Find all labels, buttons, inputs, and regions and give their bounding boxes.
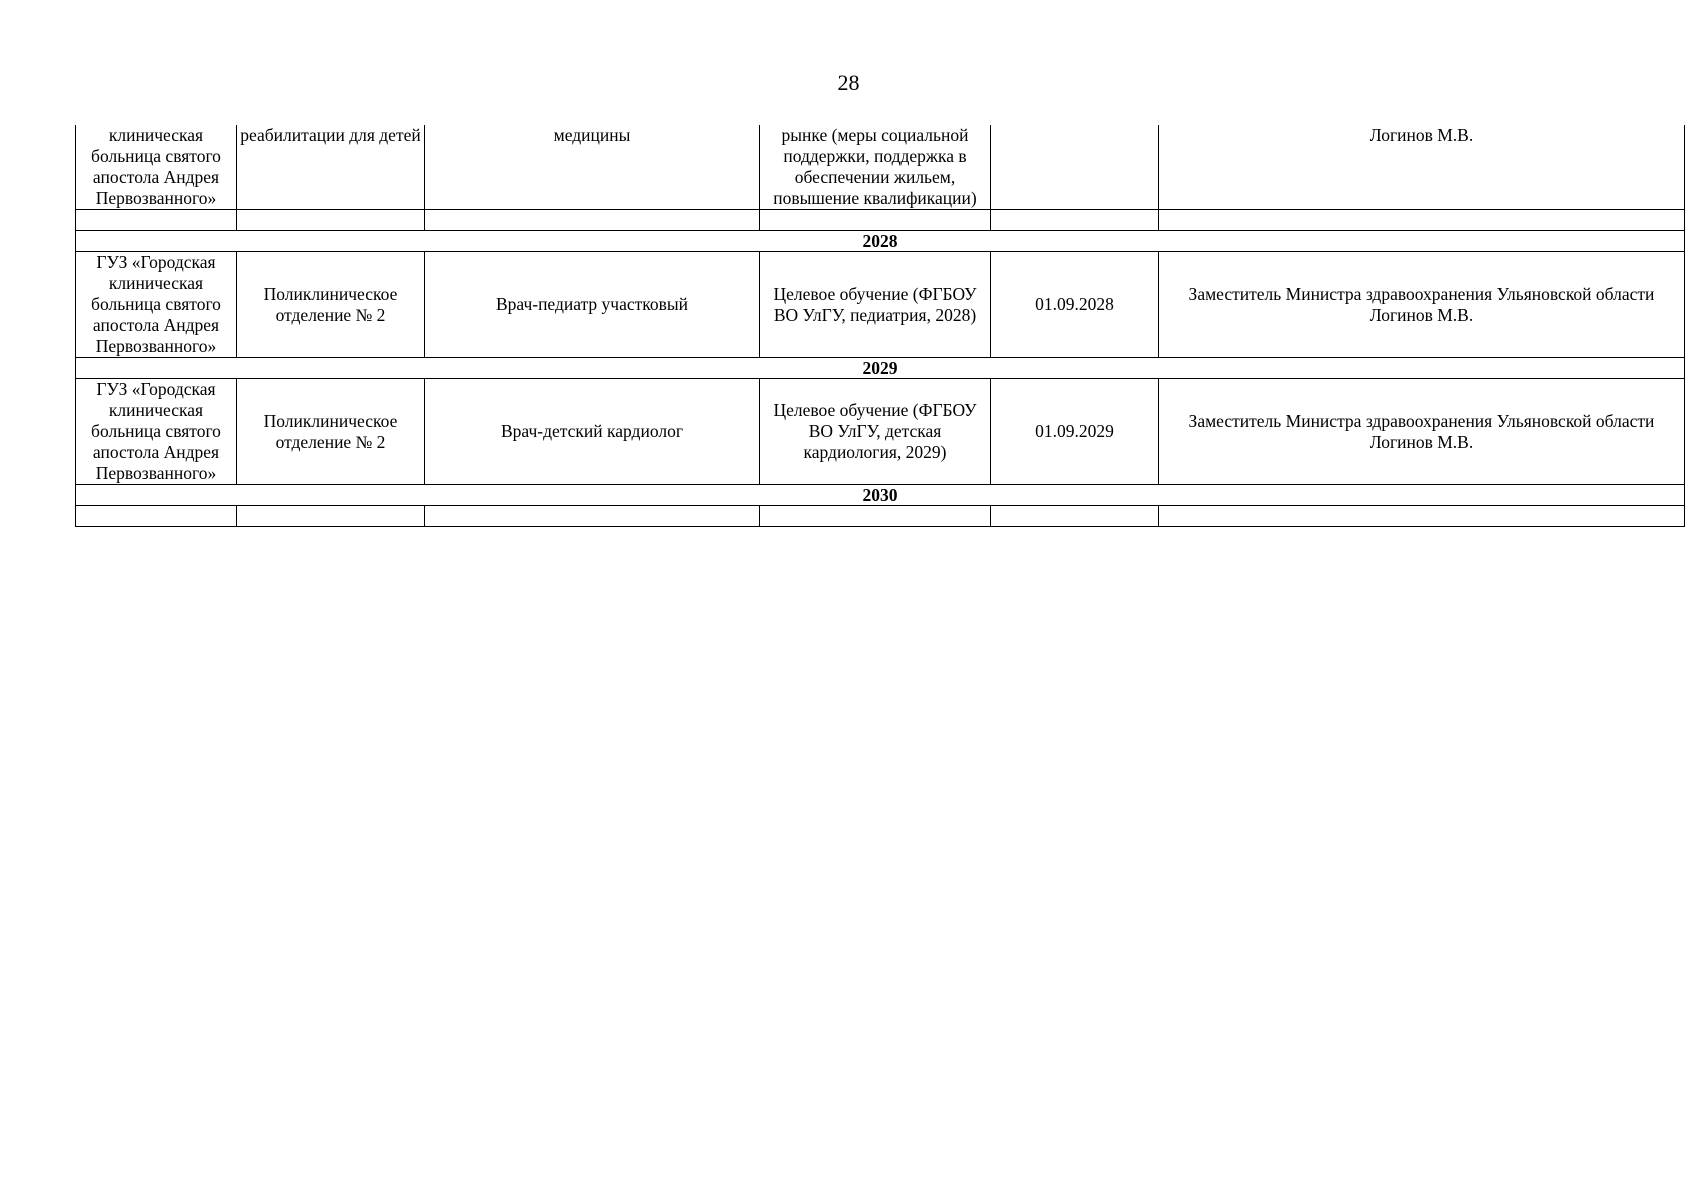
year-label: 2028 [76, 231, 1685, 252]
cell-organization: ГУЗ «Городская клиническая больница святого апостола Андрея Первозванного» [76, 379, 237, 485]
cell-position: медицины [425, 125, 760, 210]
empty-cell [425, 210, 760, 231]
cell-responsible: Заместитель Министра здравоохранения Ульяновской области Логинов М.В. [1159, 252, 1685, 358]
cell-responsible: Логинов М.В. [1159, 125, 1685, 210]
cell-responsible: Заместитель Министра здравоохранения Ульяновской области Логинов М.В. [1159, 379, 1685, 485]
empty-cell [76, 506, 237, 527]
empty-cell [760, 506, 991, 527]
empty-cell [991, 506, 1159, 527]
table-row-empty [76, 210, 1685, 231]
year-label: 2030 [76, 485, 1685, 506]
table-row-continued [76, 125, 1685, 210]
empty-cell [76, 210, 237, 231]
empty-cell [760, 210, 991, 231]
cell-date: 01.09.2029 [991, 379, 1159, 485]
cell-department: реабилитации для детей [237, 125, 425, 210]
year-header-row [76, 485, 1685, 506]
table-row-empty [76, 506, 1685, 527]
year-label: 2029 [76, 358, 1685, 379]
cell-measures: Целевое обучение (ФГБОУ ВО УлГУ, детская кардиология, 2029) [760, 379, 991, 485]
empty-cell [237, 210, 425, 231]
cell-measures: Целевое обучение (ФГБОУ ВО УлГУ, педиатрия, 2028) [760, 252, 991, 358]
table-row [76, 379, 1685, 485]
cell-position: Врач-педиатр участковый [425, 252, 760, 358]
table-row [76, 252, 1685, 358]
cell-organization: клиническая больница святого апостола Андрея Первозванного» [76, 125, 237, 210]
cell-department: Поликлиническое отделение № 2 [237, 379, 425, 485]
empty-cell [425, 506, 760, 527]
staffing-plan-table [75, 125, 1685, 527]
empty-cell [1159, 210, 1685, 231]
empty-cell [237, 506, 425, 527]
cell-position: Врач-детский кардиолог [425, 379, 760, 485]
cell-organization: ГУЗ «Городская клиническая больница святого апостола Андрея Первозванного» [76, 252, 237, 358]
page-number: 28 [837, 70, 860, 95]
cell-measures: рынке (меры социальной поддержки, поддержка в обеспечении жильем, повышение квалификации) [760, 125, 991, 210]
empty-cell [991, 210, 1159, 231]
empty-cell [1159, 506, 1685, 527]
year-header-row [76, 358, 1685, 379]
year-header-row [76, 231, 1685, 252]
cell-date [991, 125, 1159, 210]
cell-department: Поликлиническое отделение № 2 [237, 252, 425, 358]
cell-date: 01.09.2028 [991, 252, 1159, 358]
